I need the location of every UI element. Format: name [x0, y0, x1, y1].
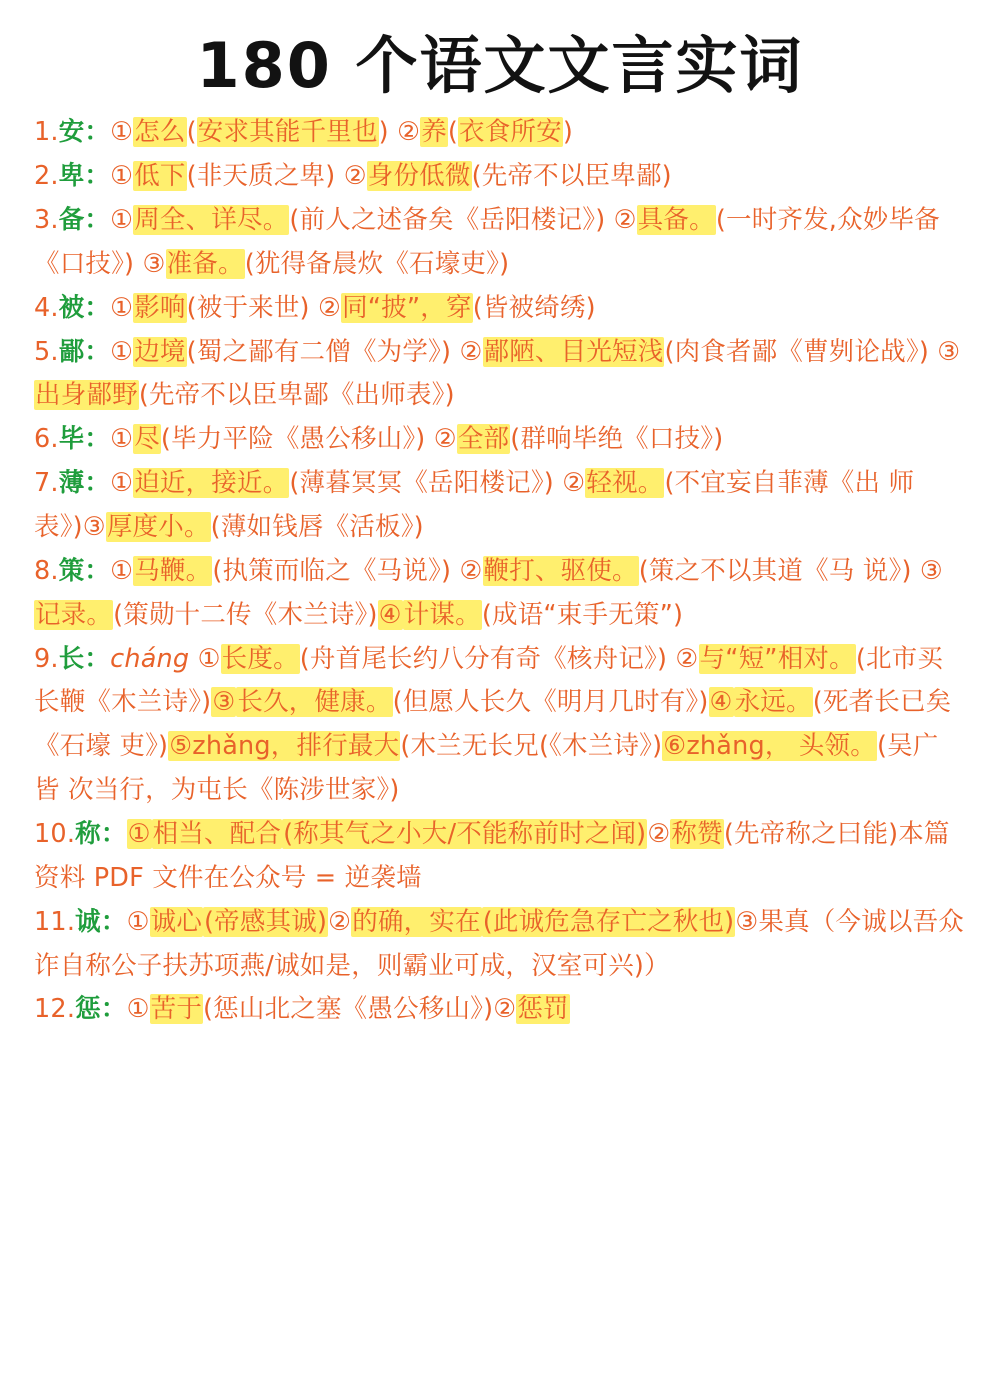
entry-number: 11.: [34, 906, 76, 937]
highlighted-text: 鞭打、驱使。: [483, 555, 638, 586]
highlighted-text: 低下: [134, 161, 186, 192]
entry-number: 12.: [34, 994, 76, 1025]
highlighted-text: 的确，实在: [352, 906, 481, 937]
entry-text: ①: [110, 205, 134, 236]
highlighted-text: ⑤zhǎng，排行最大: [169, 731, 400, 762]
entry-text: cháng: [110, 643, 198, 674]
entry-text: ) ②: [378, 117, 421, 148]
highlighted-text: 马鞭。: [134, 555, 212, 586]
entry-text: ): [562, 117, 574, 148]
highlighted-text: 同“披”，穿: [342, 292, 472, 323]
dictionary-entry: [34, 111, 966, 155]
entry-text: ①: [126, 906, 150, 937]
entry-headword: 备：: [58, 205, 111, 236]
entry-number: 9.: [34, 643, 59, 674]
entry-number: 8.: [34, 555, 59, 586]
entry-text: (惩山北之塞《愚公移山》): [203, 994, 494, 1025]
entry-text: (薄暮冥冥《岳阳楼记》) ②: [289, 468, 586, 499]
highlighted-text: 准备。: [166, 248, 244, 279]
highlighted-text: 边境: [134, 336, 186, 367]
entry-text: (先帝不以臣卑鄙《出师表》): [138, 380, 455, 411]
entry-text: (蜀之鄙有二僧《为学》) ②: [186, 336, 483, 367]
entry-headword: 安：: [58, 117, 111, 148]
entry-text: (皆被绮绣): [472, 292, 596, 323]
entry-text: (执策而临之《马说》) ②: [212, 555, 483, 586]
entry-text: (一时齐发,众妙毕备《口技》) ③: [34, 205, 940, 279]
entry-list: [22, 111, 978, 1032]
entry-text: (: [186, 117, 197, 148]
entry-text: 果真（今诚以吾众诈自称公子扶苏项燕/诚如是，则霸业可成，汉室可兴)）: [34, 906, 964, 981]
highlighted-text: 迫近，接近。: [134, 468, 289, 499]
dictionary-entry: [34, 901, 966, 989]
entry-headword: 称：: [75, 819, 127, 850]
entry-text: ①: [110, 161, 134, 192]
highlighted-text: (此诚危急存亡之秋也): [482, 906, 735, 937]
entry-text: (被于来世) ②: [186, 292, 342, 323]
entry-text: (毕力平险《愚公移山》) ②: [160, 424, 457, 455]
entry-text: ①: [110, 336, 134, 367]
highlighted-text: ③: [212, 687, 236, 718]
highlighted-text: 安求其能千里也: [197, 117, 378, 148]
entry-number: 2.: [34, 161, 59, 192]
entry-text: ①: [197, 643, 221, 674]
entry-headword: 惩：: [75, 994, 127, 1025]
highlighted-text: 称赞: [671, 819, 723, 850]
entry-text: (北市买长鞭《木兰诗》): [34, 643, 944, 718]
highlighted-text: 诚心: [150, 906, 203, 937]
entry-text: (死者长已矣《石壕 吏》): [34, 687, 952, 762]
entry-text: (成语“束手无策”): [481, 599, 684, 630]
highlighted-text: 全部: [457, 424, 510, 455]
dictionary-entry: [34, 638, 966, 813]
entry-text: (犹得备晨炊《石壕吏》): [244, 248, 510, 279]
entry-headword: 薄：: [58, 468, 111, 499]
entry-text: (不宜妄自菲薄《出 师表》)③: [34, 468, 915, 543]
entry-text: (先帝不以臣卑鄙): [471, 161, 672, 192]
highlighted-text: 衣食所安: [459, 117, 562, 148]
entry-text: (舟首尾长约八分有奇《核舟记》) ②: [299, 643, 699, 674]
dictionary-entry: [34, 988, 966, 1032]
entry-number: 10.: [34, 819, 76, 850]
highlighted-text: 长久，健康。: [237, 687, 392, 718]
entry-text: (吴广 皆 次当行，为屯长《陈涉世家》): [34, 731, 939, 806]
highlighted-text: 长度。: [221, 643, 299, 674]
highlighted-text: 怎么: [134, 117, 186, 148]
entry-text: (薄如钱唇《活板》): [210, 512, 424, 543]
entry-text: (木兰无长兄(《木兰诗》): [400, 731, 663, 762]
dictionary-entry: [34, 331, 966, 419]
entry-number: 7.: [34, 468, 59, 499]
entry-text: ②: [647, 819, 671, 850]
entry-headword: 长：: [58, 643, 111, 674]
highlighted-text: 鄙陋、目光短浅: [483, 336, 664, 367]
dictionary-entry: [34, 199, 966, 287]
highlighted-text: 苦于: [150, 994, 203, 1025]
entry-text: (策勋十二传《木兰诗》): [113, 599, 378, 630]
entry-headword: 卑：: [58, 161, 111, 192]
entry-text: ①: [110, 292, 134, 323]
highlighted-text: 相当、配合: [152, 819, 282, 850]
highlighted-text: 养: [421, 117, 447, 148]
entry-text: ①: [126, 994, 150, 1025]
entry-text: (: [447, 117, 459, 148]
highlighted-text: (称其气之小大/不能称前时之闻): [283, 819, 647, 850]
entry-text: (非天质之卑) ②: [186, 161, 367, 192]
dictionary-entry: [34, 287, 966, 331]
dictionary-entry: [34, 550, 966, 638]
highlighted-text: ④: [378, 599, 402, 630]
entry-text: ②: [493, 994, 517, 1025]
entry-headword: 诚：: [75, 906, 127, 937]
highlighted-text: 与“短”相对。: [699, 643, 855, 674]
entry-text: (群响毕绝《口技》): [510, 424, 724, 455]
highlighted-text: 周全、详尽。: [134, 205, 289, 236]
highlighted-text: 永远。: [734, 687, 812, 718]
highlighted-text: 尽: [134, 424, 160, 455]
entry-text: (肉食者鄙《曹刿论战》) ③: [664, 336, 961, 367]
highlighted-text: ④: [709, 687, 733, 718]
highlighted-text: 惩罚: [517, 994, 569, 1025]
highlighted-text: ⑥zhǎng， 头领。: [663, 731, 876, 762]
dictionary-entry: [34, 813, 966, 901]
highlighted-text: (帝感其诚): [204, 906, 328, 937]
highlighted-text: 计谋。: [403, 599, 481, 630]
dictionary-entry: [34, 462, 966, 550]
highlighted-text: 具备。: [637, 205, 715, 236]
highlighted-text: 厚度小。: [106, 512, 210, 543]
highlighted-text: ①: [127, 819, 151, 850]
entry-text: ①: [110, 468, 134, 499]
entry-text: ①: [110, 555, 134, 586]
entry-headword: 策：: [58, 555, 111, 586]
entry-text: (策之不以其道《马 说》) ③: [638, 555, 943, 586]
dictionary-entry: [34, 418, 966, 462]
entry-text: ③: [735, 906, 759, 937]
entry-number: 6.: [34, 424, 59, 455]
highlighted-text: 记录。: [35, 599, 113, 630]
entry-number: 5.: [34, 336, 59, 367]
entry-text: ①: [110, 117, 134, 148]
entry-text: (先帝称之曰能)本篇资料 PDF 文件在公众号 = 逆袭墙: [34, 819, 950, 893]
highlighted-text: 身份低微: [367, 161, 471, 192]
entry-text: ②: [328, 906, 352, 937]
entry-number: 3.: [34, 205, 59, 236]
entry-headword: 毕：: [58, 424, 111, 455]
highlighted-text: 出身鄙野: [35, 380, 138, 411]
entry-headword: 鄙：: [58, 336, 111, 367]
entry-number: 1.: [34, 117, 59, 148]
entry-number: 4.: [34, 292, 59, 323]
page-title: 180 个语文文言实词: [196, 29, 804, 102]
entry-text: ①: [110, 424, 134, 455]
entry-text: (但愿人长久《明月几时有》): [392, 687, 709, 718]
highlighted-text: 影响: [134, 292, 186, 323]
entry-headword: 被：: [58, 292, 111, 323]
entry-text: (前人之述备矣《岳阳楼记》) ②: [289, 205, 637, 236]
highlighted-text: 轻视。: [586, 468, 664, 499]
dictionary-entry: [34, 155, 966, 199]
